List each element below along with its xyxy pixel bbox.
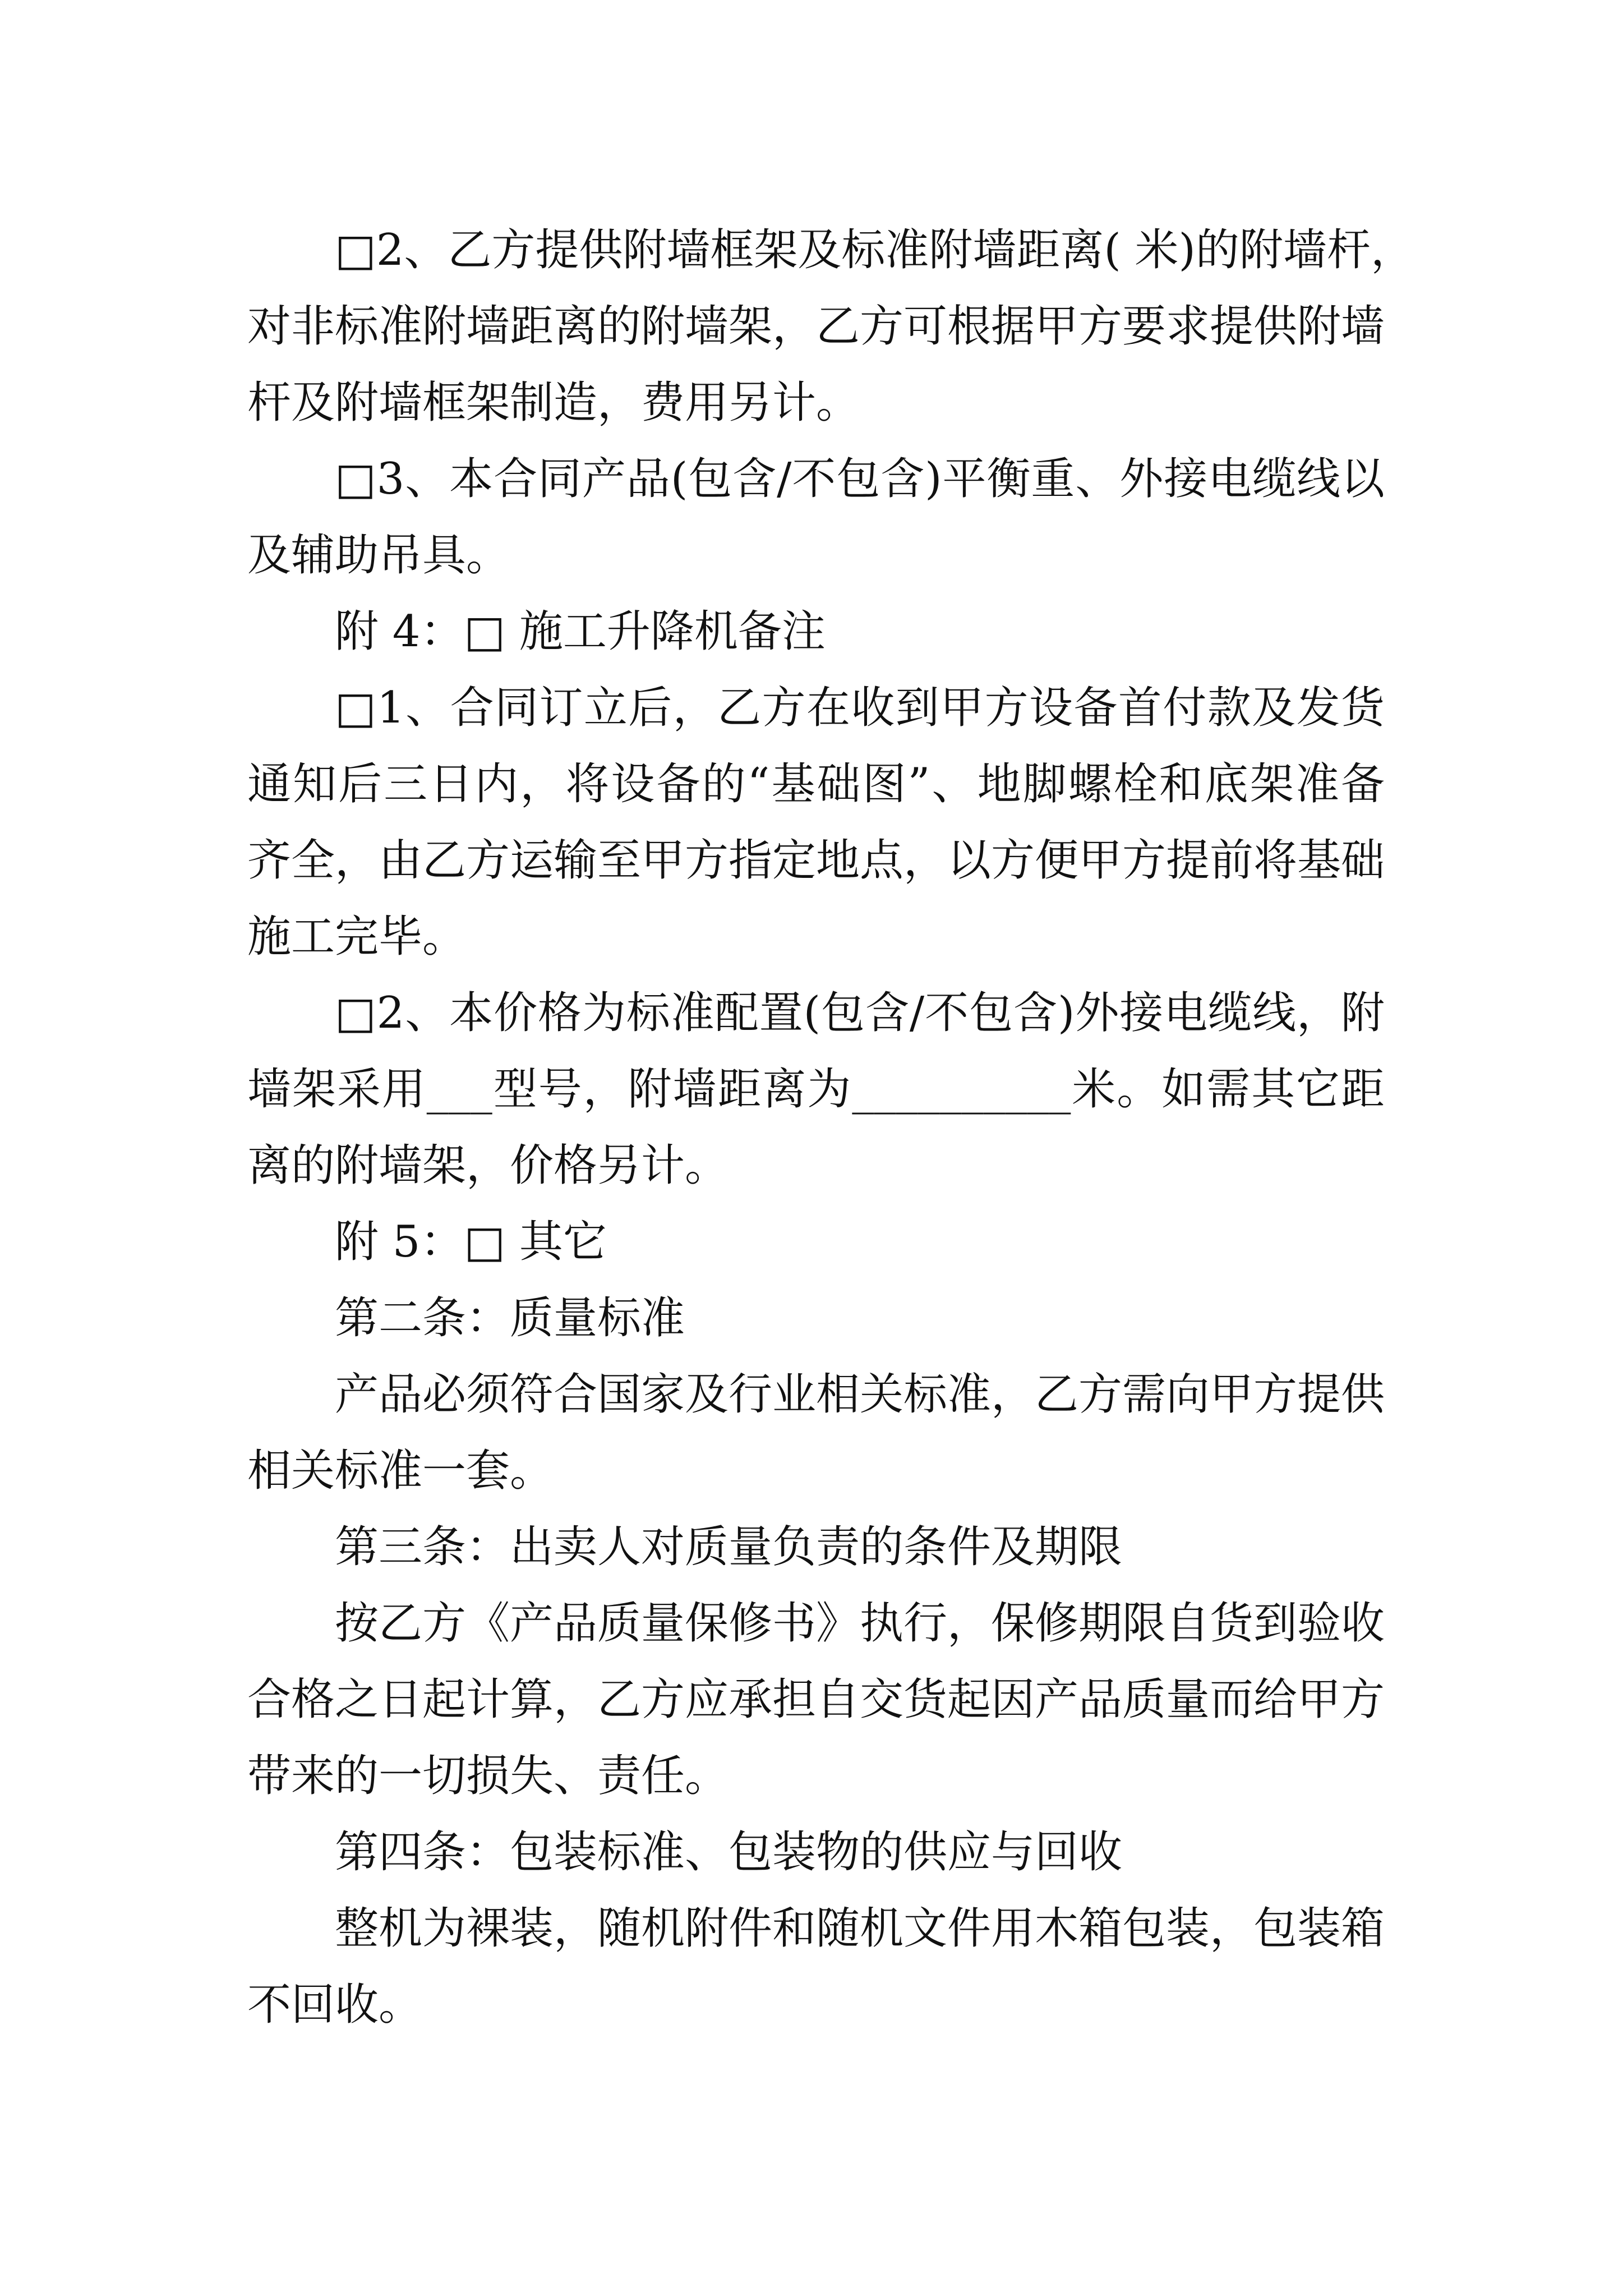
article-3-body [247, 1585, 1385, 1814]
paragraph-line: 墙架采用___型号，附墙距离为__________米。如需其它距 [247, 1064, 1385, 1115]
paragraph-line: 整机为裸装，随机附件和随机文件用木箱包装，包装箱 [335, 1903, 1385, 1954]
paragraph-line: 及辅助吊具。 [247, 530, 510, 581]
paragraph-line: 按乙方《产品质量保修书》执行，保修期限自货到验收 [335, 1598, 1385, 1649]
paragraph-line: 带来的一切损失、责任。 [247, 1751, 729, 1801]
heading-line: 附 5：□ 其它 [335, 1217, 607, 1267]
article-2-body [247, 1356, 1385, 1509]
heading-line: 第三条：出卖人对质量负责的条件及期限 [335, 1522, 1123, 1572]
paragraph-line: 杆及附墙框架制造，费用另计。 [247, 378, 860, 428]
option-item-3-counterweight [247, 441, 1385, 593]
paragraph-line: 通知后三日内，将设备的“基础图”、地脚螺栓和底架准备 [247, 759, 1385, 809]
paragraph-line: 合格之日起计算，乙方应承担自交货起因产品质量而给甲方 [247, 1674, 1385, 1725]
paragraph-line: □2、乙方提供附墙框架及标准附墙距离( 米)的附墙杆， [335, 225, 1414, 275]
paragraph-line: 不回收。 [247, 1980, 423, 2030]
heading-line: 第二条：质量标准 [335, 1293, 685, 1343]
document-body [247, 212, 1414, 2043]
option-item-1-foundation [247, 670, 1385, 975]
article-3-heading [247, 1509, 1385, 1585]
article-4-heading [247, 1814, 1385, 1890]
paragraph-line: □2、本价格为标准配置(包含/不包含)外接电缆线，附 [335, 988, 1385, 1038]
option-item-2-price [247, 975, 1385, 1204]
paragraph-line: 施工完毕。 [247, 912, 467, 962]
paragraph-line: 产品必须符合国家及行业相关标准，乙方需向甲方提供 [335, 1369, 1385, 1420]
paragraph-line: □3、本合同产品(包含/不包含)平衡重、外接电缆线以 [335, 454, 1385, 504]
paragraph-line: □1、合同订立后，乙方在收到甲方设备首付款及发货 [335, 683, 1385, 733]
option-item-2-wall-tie [247, 212, 1414, 441]
appendix-5-heading [247, 1204, 1385, 1280]
appendix-4-heading [247, 593, 1385, 670]
paragraph-line: 齐全，由乙方运输至甲方指定地点，以方便甲方提前将基础 [247, 835, 1385, 886]
paragraph-line: 对非标准附墙距离的附墙架，乙方可根据甲方要求提供附墙 [247, 301, 1385, 352]
heading-line: 附 4：□ 施工升降机备注 [335, 606, 826, 657]
article-2-heading [247, 1280, 1385, 1356]
paragraph-line: 相关标准一套。 [247, 1446, 554, 1496]
article-4-body [247, 1890, 1385, 2043]
heading-line: 第四条：包装标准、包装物的供应与回收 [335, 1827, 1123, 1878]
paragraph-line: 离的附墙架，价格另计。 [247, 1140, 729, 1191]
